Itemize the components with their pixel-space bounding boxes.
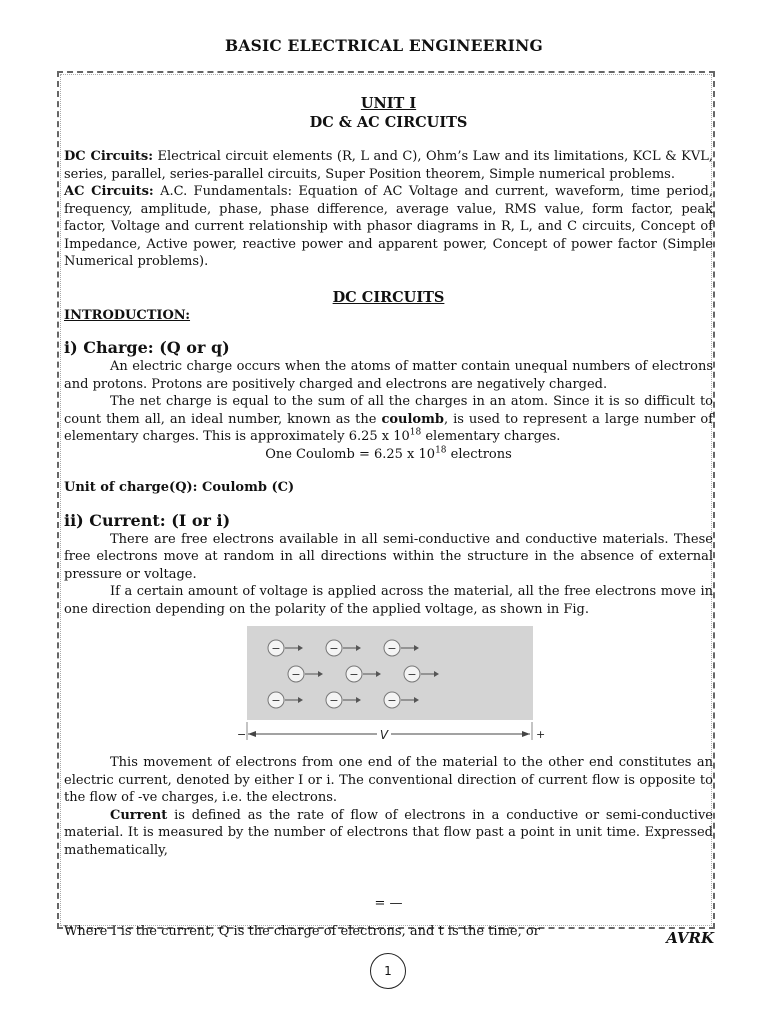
exponent: 18 <box>409 427 422 438</box>
document-header-title: BASIC ELECTRICAL ENGINEERING <box>225 36 543 55</box>
current-term: Current <box>110 807 168 823</box>
electron-sign: − <box>387 694 397 707</box>
negative-terminal: − <box>237 728 247 741</box>
arrow-left-icon <box>248 731 256 737</box>
charge-paragraph-1: An electric charge occurs when the atoms of matter contain unequal numbers of electrons and protons. Protons are positively charged and electrons are negatively charged. <box>64 359 713 392</box>
current-paragraph-5: Where I is the current, Q is the charge of electrons, and t is the time, or <box>64 923 540 939</box>
electron-sign: − <box>329 642 339 655</box>
positive-terminal: + <box>536 728 546 741</box>
syllabus-ac-label: AC Circuits: <box>64 184 154 199</box>
page-content <box>64 94 713 940</box>
page-number: 1 <box>370 953 406 989</box>
electron-flow-diagram <box>234 624 544 752</box>
electron-sign: − <box>271 642 281 655</box>
electron-sign: − <box>407 668 417 681</box>
charge-heading: i) Charge: (Q or q) <box>64 338 230 357</box>
current-heading: ii) Current: (I or i) <box>64 510 231 530</box>
electron-sign: − <box>387 642 397 655</box>
electron-sign: − <box>271 694 281 707</box>
current-equation: = — <box>374 896 403 911</box>
current-paragraph-2: If a certain amount of voltage is applied across the material, all the free electrons move in one direction depending on the polarity of the applied voltage, as shown in Fig. <box>64 584 713 617</box>
coulomb-term: coulomb <box>381 411 444 427</box>
electron-sign: − <box>349 668 359 681</box>
unit-subtitle: DC & AC CIRCUITS <box>309 114 468 131</box>
arrow-right-icon <box>522 731 530 737</box>
syllabus-dc-label: DC Circuits: <box>64 149 154 164</box>
syllabus-ac <box>64 183 713 271</box>
electron-flow-figure <box>64 624 713 754</box>
charge-paragraph-2: The net charge is equal to the sum of all the charges in an atom. Since it is so difficult to count them all, an ideal number, known as the coulomb, is used to represent a large number of elementary charges. This is approximately 6.25 x $10^{18}$ elementary charges. <box>64 394 713 444</box>
electron-sign: − <box>291 668 301 681</box>
electron-sign: − <box>329 694 339 707</box>
current-paragraph-3: This movement of electrons from one end of the material to the other end constitutes an electric current, denoted by either I or i. The conventional direction of current flow is opposite to the flow of -ve charges, i.e. the electrons. <box>64 755 713 805</box>
syllabus-ac-text: A.C. Fundamentals: Equation of AC Voltage and current, waveform, time period, frequency, amplitude, phase, phase difference, average value, RMS value, form factor, peak factor, Voltage and current relationship with phasor diagrams in R, L, and C circuits, Concept of Impedance, Active power, reactive power and apparent power, Concept of power factor (Simple Numerical problems). <box>64 184 713 269</box>
voltage-label: V <box>379 728 389 742</box>
introduction-heading: INTRODUCTION: <box>64 307 191 323</box>
current-paragraph-1: There are free electrons available in all semi-conductive and conductive materials. These free electrons move at random in all directions within the structure in the absence of external pressure or voltage. <box>64 531 713 582</box>
unit-of-charge: Unit of charge(Q): Coulomb (C) <box>64 480 295 495</box>
exponent: 18 <box>435 445 447 456</box>
coulomb-equation: One Coulomb = 6.25 x $10^{18}$ electrons <box>265 445 512 462</box>
syllabus-dc <box>64 148 713 183</box>
dc-circuits-heading: DC CIRCUITS <box>332 288 445 306</box>
unit-title: UNIT I <box>360 95 417 112</box>
author-signature: AVRK <box>666 929 714 947</box>
syllabus-dc-text: Electrical circuit elements (R, L and C), Ohm’s Law and its limitations, KCL & KVL, series, parallel, series-parallel circuits, Super Position theorem, Simple numerical problems. <box>64 149 714 182</box>
current-paragraph-4: Current is defined as the rate of flow of electrons in a conductive or semi-conductive material. It is measured by the number of electrons that flow past a point in unit time. Expressed mathematically, <box>64 807 713 858</box>
